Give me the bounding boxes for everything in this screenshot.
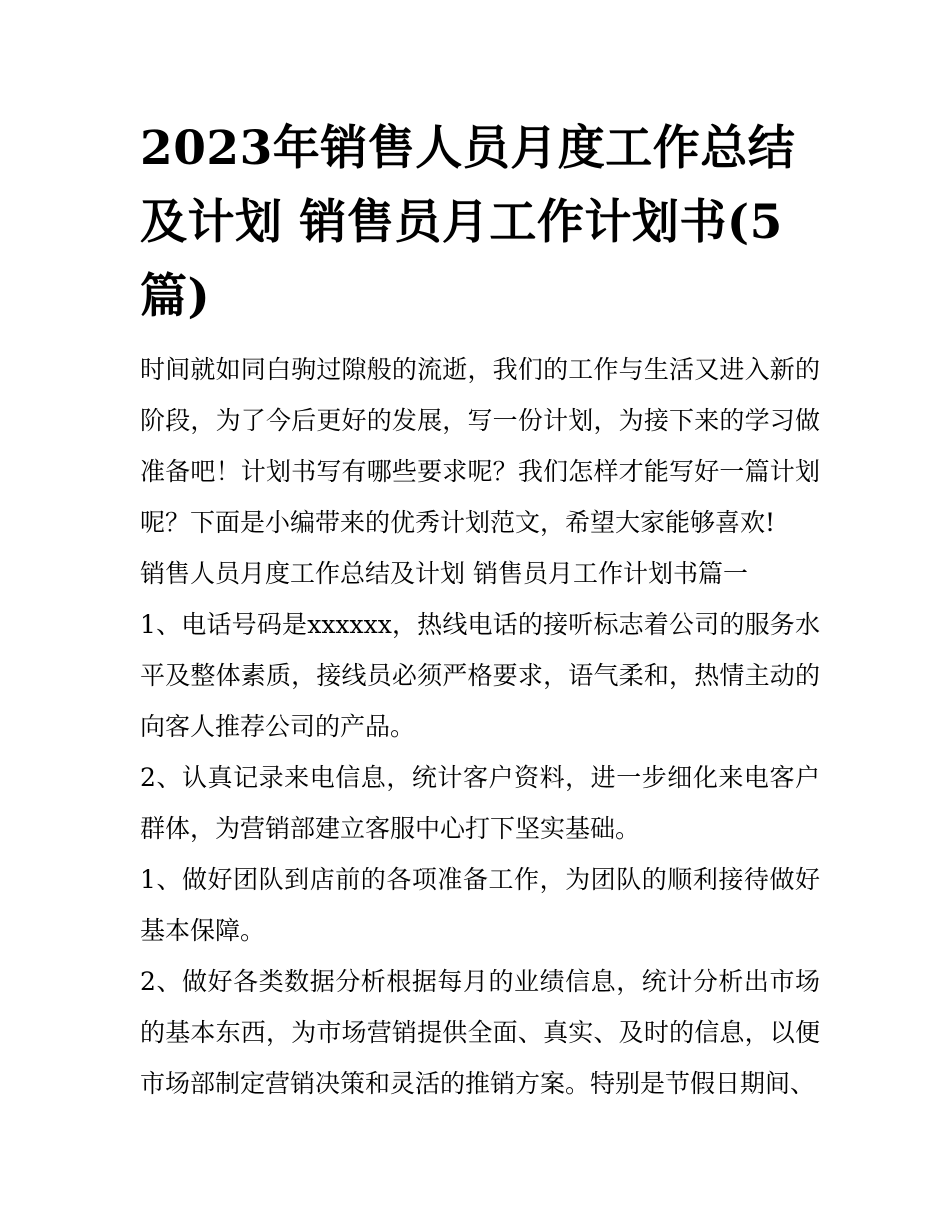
document-title: 2023年销售人员月度工作总结及计划 销售员月工作计划书(5篇) bbox=[140, 121, 796, 324]
list-item: 2、做好各类数据分析根据每月的业绩信息，统计分析出市场的基本东西，为市场营销提供全面、真实、及时的信息，以便市场部制定营销决策和灵活的推销方案。特别是节假日期间、 bbox=[140, 967, 820, 1098]
list-item: 1、做好团队到店前的各项准备工作，为团队的顺利接待做好基本保障。 bbox=[140, 865, 820, 945]
list-item: 1、电话号码是xxxxxx，热线电话的接听标志着公司的服务水平及整体素质，接线员必须严格要求，语气柔和，热情主动的向客人推荐公司的产品。 bbox=[140, 610, 820, 741]
section-heading: 销售人员月度工作总结及计划 销售员月工作计划书篇一 bbox=[140, 559, 748, 588]
list-item: 2、认真记录来电信息，统计客户资料，进一步细化来电客户群体，为营销部建立客服中心打下坚实基础。 bbox=[140, 763, 820, 843]
document-page bbox=[140, 112, 820, 1109]
intro-paragraph: 时间就如同白驹过隙般的流逝，我们的工作与生活又进入新的阶段，为了今后更好的发展，写一份计划，为接下来的学习做准备吧！计划书写有哪些要求呢？我们怎样才能写好一篇计划呢？下面是小编带来的优秀计划范文，希望大家能够喜欢! bbox=[140, 355, 820, 537]
